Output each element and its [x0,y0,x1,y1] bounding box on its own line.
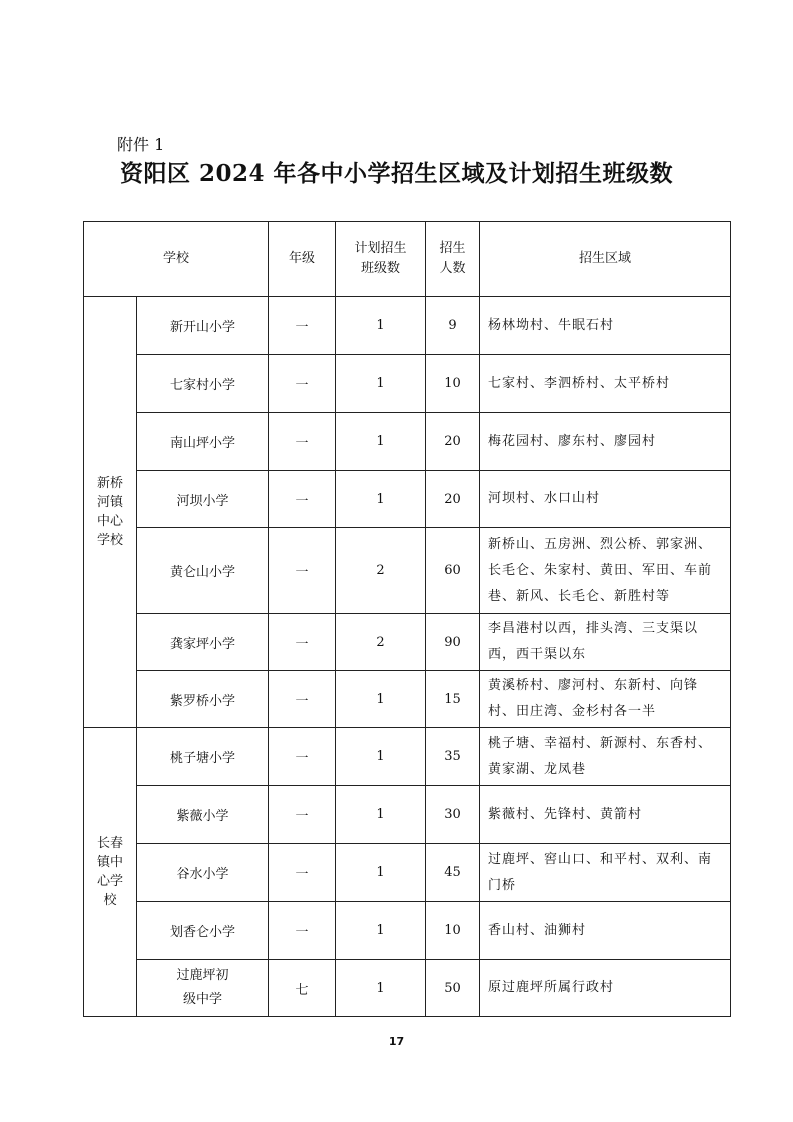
table-row [84,471,731,528]
students-cell: 20 [426,471,480,528]
header-students-line2: 人数 [439,261,466,276]
school-cell: 紫薇小学 [137,786,269,844]
grade-cell: 一 [269,786,336,844]
town-line: 镇中 [96,855,123,870]
school-cell: 南山坪小学 [137,413,269,471]
school-cell: 七家村小学 [137,355,269,413]
town-line: 学校 [96,533,123,548]
header-grade: 年级 [269,222,336,297]
classes-cell: 2 [336,528,426,614]
region-cell: 香山村、油狮村 [480,902,731,960]
region-cell: 紫薇村、先锋村、黄箭村 [480,786,731,844]
table-row [84,413,731,471]
students-cell: 10 [426,902,480,960]
classes-cell: 2 [336,614,426,671]
region-cell: 七家村、李泗桥村、太平桥村 [480,355,731,413]
grade-cell: 一 [269,413,336,471]
students-cell: 20 [426,413,480,471]
classes-cell: 1 [336,471,426,528]
classes-cell: 1 [336,844,426,902]
page-title: 资阳区 2024 年各中小学招生区域及计划招生班级数 [119,160,674,187]
table-row [84,728,731,786]
grade-cell: 一 [269,297,336,355]
school-cell: 河坝小学 [137,471,269,528]
grade-cell: 一 [269,671,336,728]
table-row [84,614,731,671]
grade-cell: 一 [269,902,336,960]
town-line: 长春 [96,836,123,851]
students-cell: 15 [426,671,480,728]
table-row [84,902,731,960]
header-classes-line2: 班级数 [361,261,401,276]
header-school: 学校 [84,222,269,297]
classes-cell: 1 [336,671,426,728]
region-cell: 梅花园村、廖东村、廖园村 [480,413,731,471]
table-row [84,297,731,355]
town-line: 新桥 [96,476,123,491]
grade-cell: 七 [269,960,336,1017]
table-row [84,786,731,844]
page-number: 17 [388,1035,405,1048]
region-cell: 杨林坳村、牛眠石村 [480,297,731,355]
classes-cell: 1 [336,728,426,786]
classes-cell: 1 [336,960,426,1017]
school-cell: 划香仑小学 [137,902,269,960]
table-row [84,355,731,413]
grade-cell: 一 [269,844,336,902]
header-region: 招生区域 [480,222,731,297]
classes-cell: 1 [336,413,426,471]
school-cell: 紫罗桥小学 [137,671,269,728]
grade-cell: 一 [269,614,336,671]
grade-cell: 一 [269,355,336,413]
header-classes [336,222,426,297]
town-line: 中心 [96,514,123,529]
table-row [84,671,731,728]
school-cell: 龚家坪小学 [137,614,269,671]
students-cell: 50 [426,960,480,1017]
students-cell: 30 [426,786,480,844]
school-cell: 黄仑山小学 [137,528,269,614]
grade-cell: 一 [269,728,336,786]
town-line: 校 [103,893,117,908]
classes-cell: 1 [336,902,426,960]
table-header-row [84,222,731,297]
grade-cell: 一 [269,528,336,614]
header-students [426,222,480,297]
region-cell: 李昌港村以西，排头湾、三支渠以西，西干渠以东 [480,614,731,671]
classes-cell: 1 [336,355,426,413]
classes-cell: 1 [336,297,426,355]
region-cell: 新桥山、五房洲、烈公桥、郭家洲、长毛仑、朱家村、黄田、军田、车前巷、新风、长毛仑、新胜村等 [480,528,731,614]
town-cell [84,297,137,728]
students-cell: 45 [426,844,480,902]
town-line: 心学 [96,874,123,889]
attachment-label: 附件 1 [117,135,165,154]
students-cell: 10 [426,355,480,413]
town-cell [84,728,137,1017]
region-cell: 过鹿坪、窖山口、和平村、双利、南门桥 [480,844,731,902]
table-row [84,960,731,1017]
school-cell: 新开山小学 [137,297,269,355]
classes-cell: 1 [336,786,426,844]
header-students-line1: 招生 [439,241,466,256]
school-cell: 桃子塘小学 [137,728,269,786]
table-row [84,528,731,614]
students-cell: 90 [426,614,480,671]
table-row [84,844,731,902]
region-cell: 河坝村、水口山村 [480,471,731,528]
students-cell: 9 [426,297,480,355]
town-line: 河镇 [96,495,123,510]
school-cell: 过鹿坪初级中学 [137,960,269,1017]
students-cell: 35 [426,728,480,786]
header-classes-line1: 计划招生 [354,241,407,256]
region-cell: 原过鹿坪所属行政村 [480,960,731,1017]
students-cell: 60 [426,528,480,614]
grade-cell: 一 [269,471,336,528]
region-cell: 桃子塘、幸福村、新源村、东香村、黄家湖、龙凤巷 [480,728,731,786]
school-cell: 谷水小学 [137,844,269,902]
region-cell: 黄溪桥村、廖河村、东新村、向锋村、田庄湾、金杉村各一半 [480,671,731,728]
enrollment-table [83,221,731,1017]
